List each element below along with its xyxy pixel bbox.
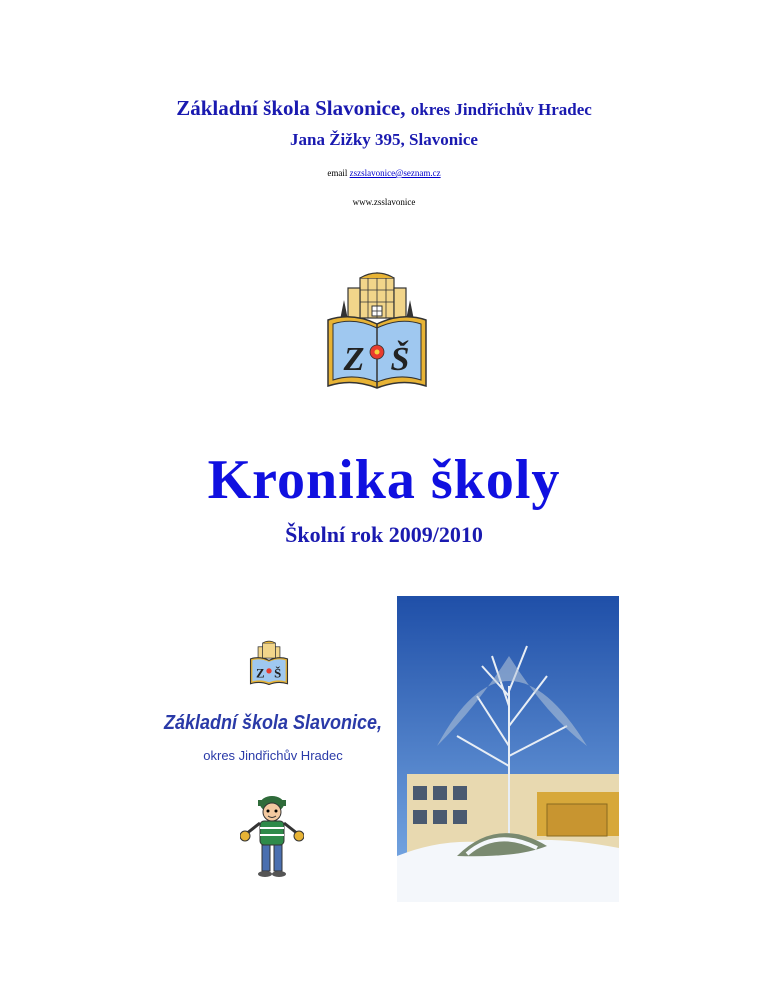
page-title: Kronika školy — [207, 449, 561, 511]
school-year: Školní rok 2009/2010 — [285, 522, 483, 547]
svg-text:Z: Z — [256, 666, 265, 681]
logo-letter-z: Z — [343, 341, 365, 378]
school-district: okres Jindřichův Hradec — [410, 100, 592, 119]
email-line — [0, 168, 768, 178]
cartoon-boy-image — [240, 790, 304, 880]
school-header — [0, 96, 768, 121]
website: www.zsslavonice — [352, 197, 416, 207]
svg-text:Š: Š — [274, 666, 282, 681]
email-label: email — [327, 168, 348, 178]
logo-book — [328, 317, 426, 388]
school-address: Jana Žižky 395, Slavonice — [290, 130, 478, 149]
logo-letter-s: Š — [390, 341, 410, 378]
logo-building — [340, 272, 414, 320]
school-logo — [324, 270, 430, 392]
promo-district: okres Jindřichův Hradec — [203, 748, 343, 763]
email-link[interactable]: zszslavonice@seznam.cz — [349, 168, 441, 178]
promo-school-name: Základní škola Slavonice, — [163, 712, 383, 734]
school-logo-small — [247, 640, 291, 686]
school-photo — [397, 596, 619, 902]
school-name: Základní škola Slavonice, — [176, 96, 406, 120]
